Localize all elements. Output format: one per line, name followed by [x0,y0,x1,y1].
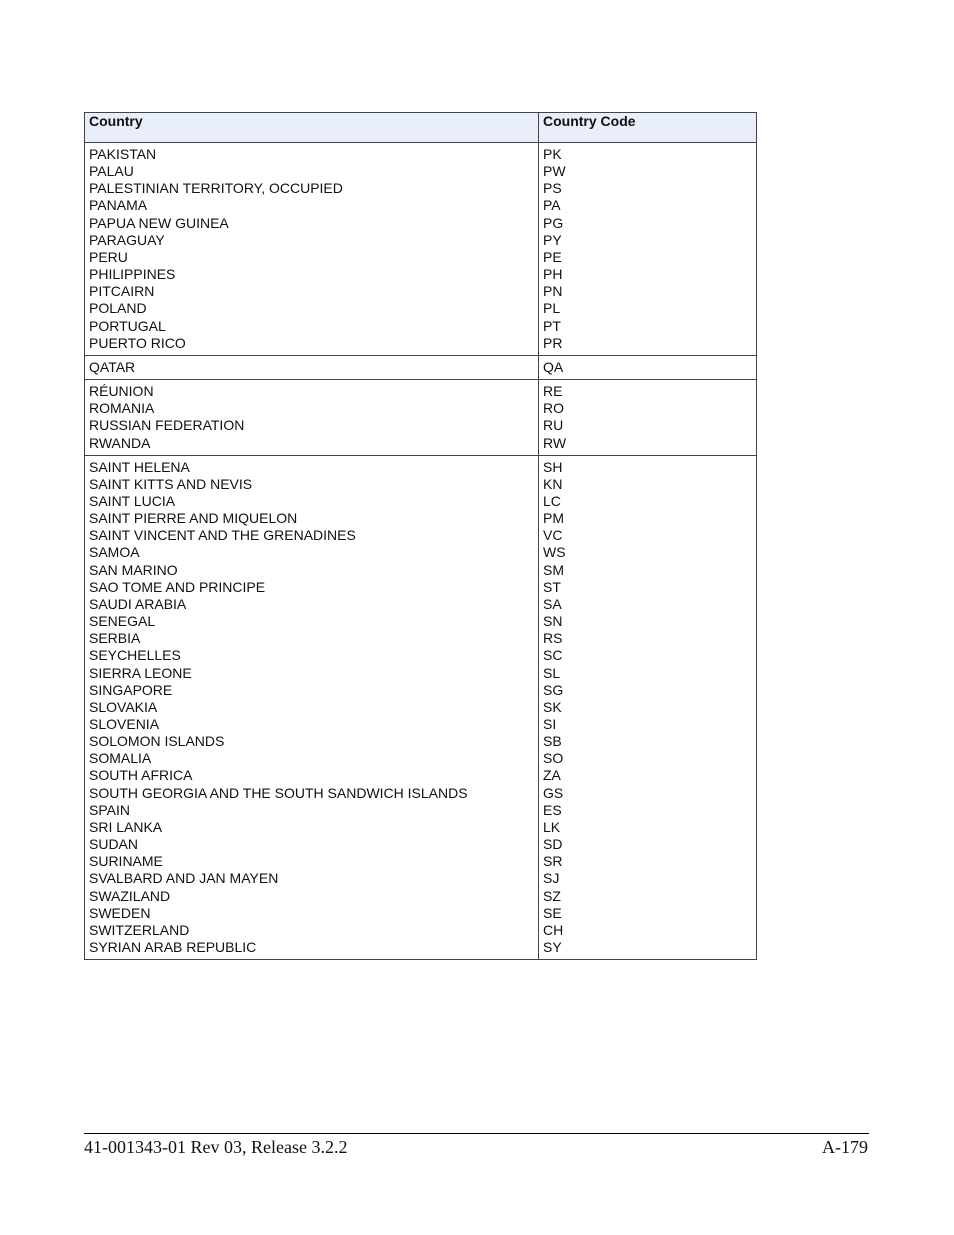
column-header-country-code: Country Code [539,113,757,143]
country-code-table [84,112,757,960]
country-name: SOUTH GEORGIA AND THE SOUTH SANDWICH ISLANDS [89,784,468,801]
country-code: RE [543,383,563,400]
country-code-cell [539,455,757,960]
country-code: SN [543,613,563,630]
country-code: ZA [543,767,561,784]
country-cell [85,355,539,379]
footer-divider [84,1133,869,1134]
country-cell [85,143,539,356]
country-name: SPAIN [89,801,130,818]
country-name: SOUTH AFRICA [89,767,193,784]
country-name: PAKISTAN [89,146,157,162]
country-code: QA [543,358,564,375]
country-name: SWAZILAND [89,887,171,904]
table-row [85,355,757,379]
country-code: SI [543,716,557,732]
country-code: PW [543,163,566,180]
country-code: ST [543,578,561,595]
country-name: PAPUA NEW GUINEA [89,214,229,231]
country-name: SYRIAN ARAB REPUBLIC [89,939,257,956]
country-name: PANAMA [89,197,148,214]
country-code: CH [543,921,564,938]
country-name: SURINAME [89,853,163,870]
country-code: ES [543,801,562,818]
country-code: SG [543,681,564,698]
country-code: RS [543,630,563,647]
country-code: SM [543,561,564,578]
country-name: RÉUNION [89,383,154,400]
country-code: RO [543,400,564,417]
country-code: LK [543,818,561,835]
country-code: PG [543,214,564,231]
country-code: SK [543,698,562,715]
table-body [85,143,757,960]
country-code: SE [543,904,562,921]
country-name: SAINT LUCIA [89,492,176,509]
column-header-country: Country [85,113,539,143]
country-name: SERBIA [89,630,141,647]
country-name: PERU [89,248,128,265]
country-name: RUSSIAN FEDERATION [89,417,245,434]
country-code: SB [543,733,562,750]
country-name: SOMALIA [89,750,152,767]
country-code: PK [543,146,562,162]
country-code: SD [543,836,563,853]
country-name: RWANDA [89,434,151,451]
country-code: PH [543,266,563,283]
country-name: SAINT VINCENT AND THE GRENADINES [89,527,356,544]
country-code: PN [543,283,563,300]
country-code: SH [543,458,563,475]
country-code: SO [543,750,564,767]
country-name: SWITZERLAND [89,921,190,938]
table-row [85,380,757,456]
country-name: SAO TOME AND PRINCIPE [89,578,266,595]
country-code: SR [543,853,563,870]
country-code: SY [543,939,562,956]
country-name: PITCAIRN [89,283,155,300]
country-code: SZ [543,887,561,904]
country-code: PE [543,248,562,265]
country-code: WS [543,544,566,561]
country-name: SIERRA LEONE [89,664,192,681]
country-name: SRI LANKA [89,818,163,835]
country-code: PM [543,510,564,527]
country-name: POLAND [89,300,147,317]
country-code-cell [539,355,757,379]
country-cell [85,380,539,456]
country-code: KN [543,475,563,492]
country-code: PY [543,231,562,248]
country-name: SUDAN [89,836,139,853]
country-code: PL [543,300,561,317]
country-code: RU [543,417,564,434]
country-name: SVALBARD AND JAN MAYEN [89,870,279,887]
country-name: PUERTO RICO [89,334,186,351]
country-name: SAINT PIERRE AND MIQUELON [89,510,298,527]
country-name: SAINT KITTS AND NEVIS [89,475,253,492]
table-row [85,143,757,356]
country-code: GS [543,784,564,801]
country-name: PARAGUAY [89,231,165,248]
country-name: SAMOA [89,544,140,561]
country-name: SINGAPORE [89,681,173,698]
country-name: PALAU [89,163,134,180]
country-code: PR [543,334,563,351]
country-name: SAINT HELENA [89,458,190,475]
country-name: SWEDEN [89,904,151,921]
country-code-cell [539,143,757,356]
country-name: ROMANIA [89,400,155,417]
country-code-cell [539,380,757,456]
country-name: SAN MARINO [89,561,178,578]
country-code: SC [543,647,563,664]
country-name: SAUDI ARABIA [89,595,187,612]
country-code: PT [543,317,561,334]
country-code: PS [543,180,562,197]
country-code: SA [543,595,562,612]
country-code: VC [543,527,563,544]
country-name: QATAR [89,358,136,375]
country-name: SLOVAKIA [89,698,158,715]
country-name: SOLOMON ISLANDS [89,733,225,750]
country-name: PHILIPPINES [89,266,176,283]
country-name: PORTUGAL [89,317,166,334]
country-cell [85,455,539,960]
table-header-row [85,113,757,143]
footer-document-id: 41-001343-01 Rev 03, Release 3.2.2 [84,1137,348,1157]
country-code: LC [543,492,561,509]
footer-page-number: A-179 [822,1137,868,1157]
country-name: SEYCHELLES [89,647,181,664]
country-code: RW [543,434,567,451]
country-code: SL [543,664,561,681]
country-code: SJ [543,870,560,887]
country-code: PA [543,197,561,214]
country-name: PALESTINIAN TERRITORY, OCCUPIED [89,180,343,197]
table-row [85,455,757,960]
country-name: SLOVENIA [89,716,160,732]
country-name: SENEGAL [89,613,156,630]
